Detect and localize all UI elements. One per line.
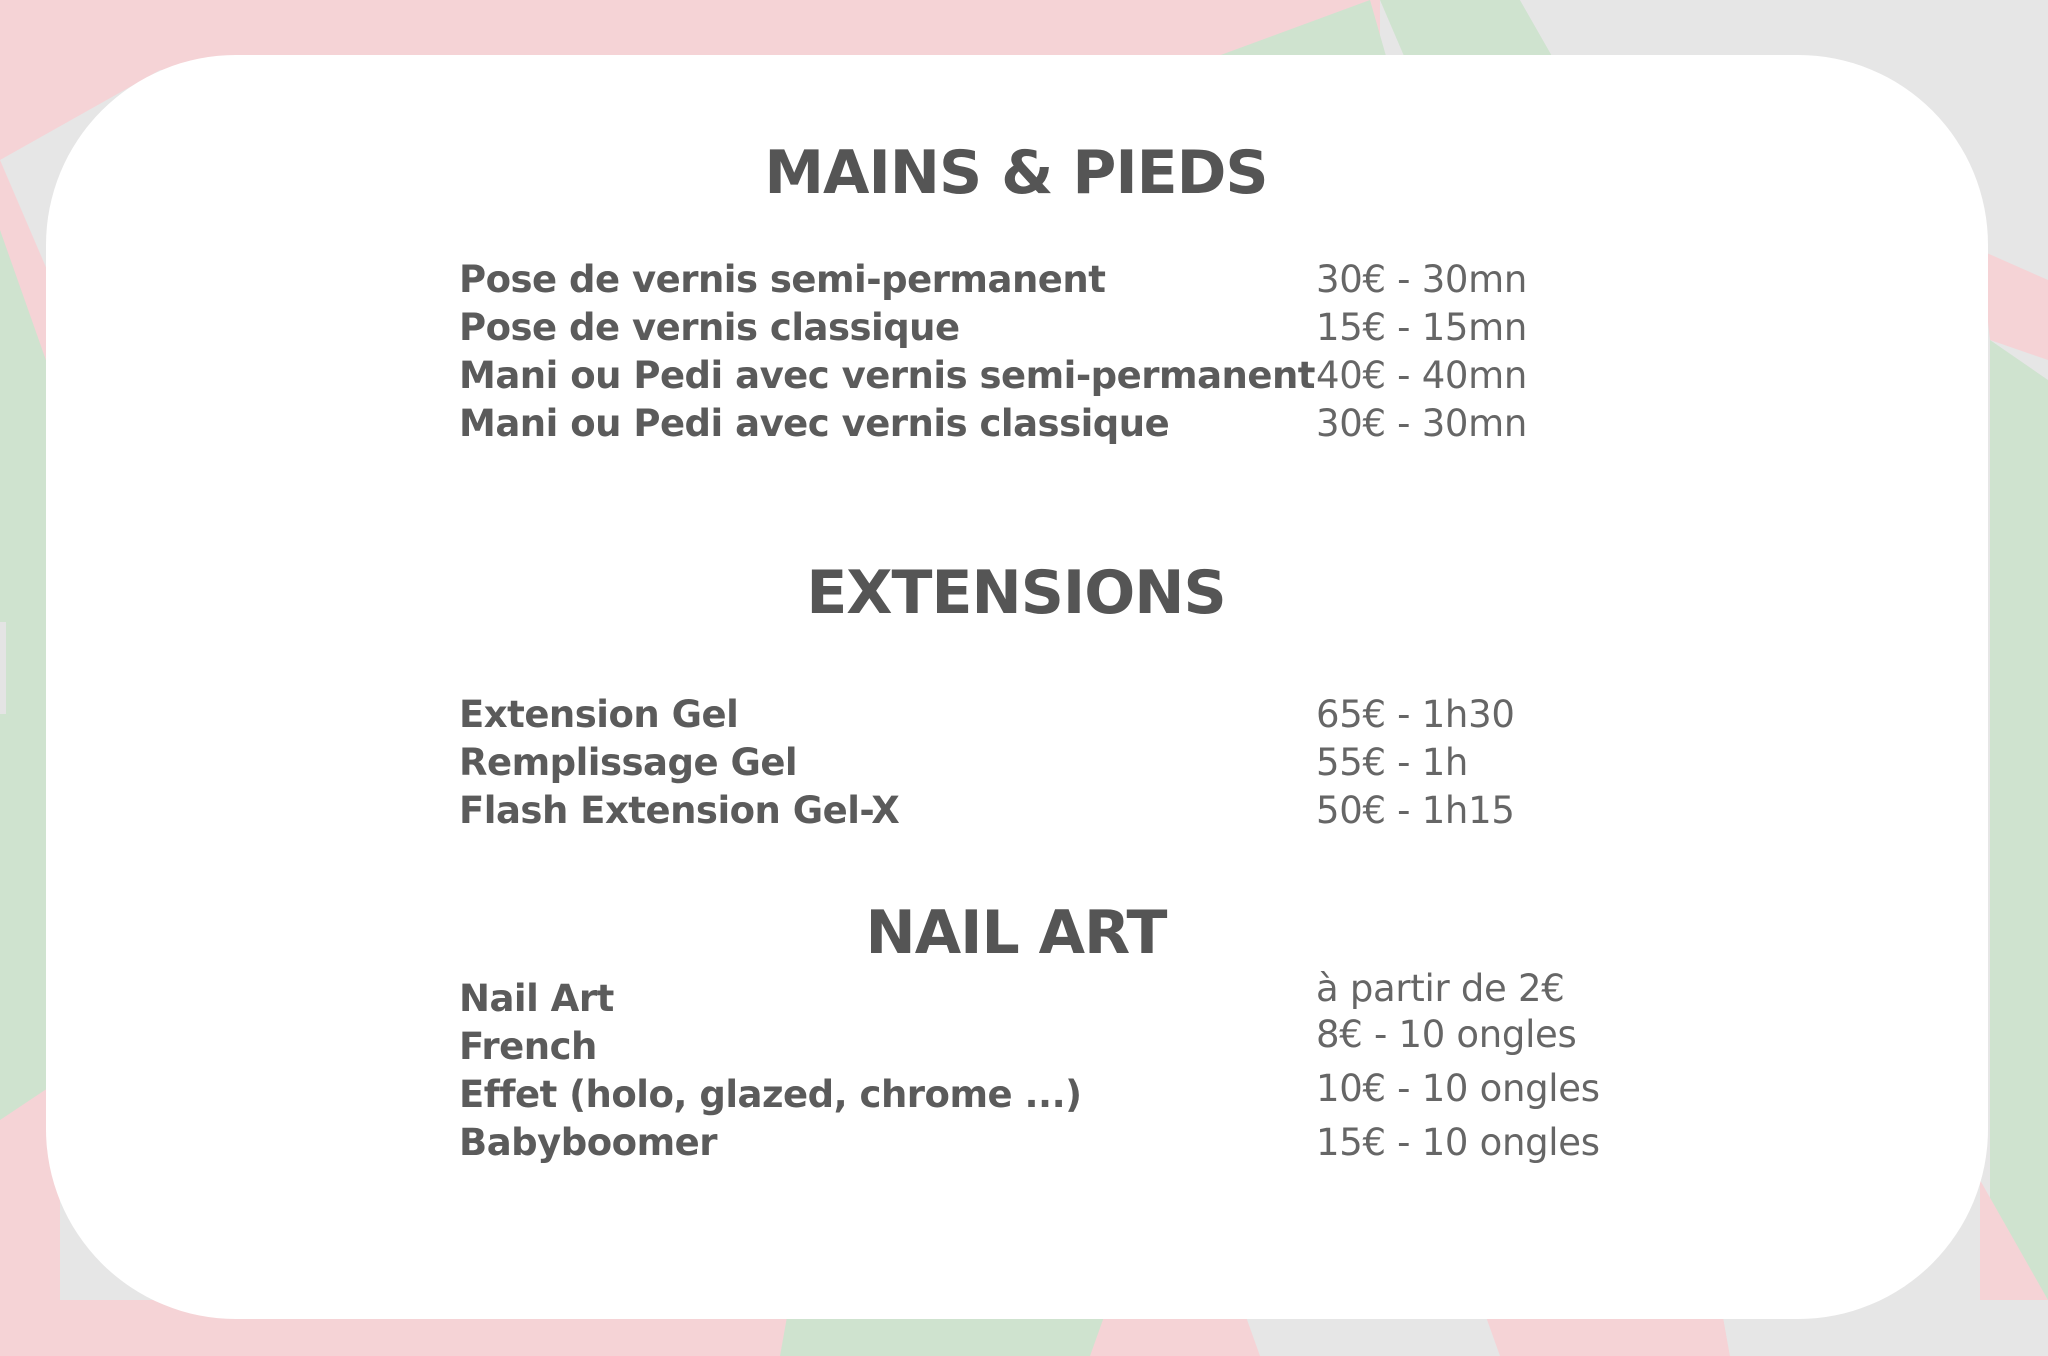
service-price: 50€ - 1h15 xyxy=(1316,789,1515,832)
service-price: 65€ - 1h30 xyxy=(1316,693,1515,736)
service-price: 30€ - 30mn xyxy=(1316,402,1528,445)
service-name: Effet (holo, glazed, chrome ...) xyxy=(459,1073,1082,1116)
section-title-extensions: EXTENSIONS xyxy=(806,558,1226,628)
menu-card xyxy=(46,55,1988,1319)
service-name: Flash Extension Gel-X xyxy=(459,789,900,832)
service-price: 30€ - 30mn xyxy=(1316,258,1528,301)
service-price: 15€ - 10 ongles xyxy=(1316,1121,1600,1164)
service-name: French xyxy=(459,1025,597,1068)
service-name: Pose de vernis semi-permanent xyxy=(459,258,1106,301)
service-name: Nail Art xyxy=(459,977,614,1020)
service-name: Extension Gel xyxy=(459,693,739,736)
service-name: Pose de vernis classique xyxy=(459,306,960,349)
service-price: 8€ - 10 ongles xyxy=(1316,1013,1577,1056)
section-title-mains-pieds: MAINS & PIEDS xyxy=(764,138,1268,208)
service-price: à partir de 2€ xyxy=(1316,967,1565,1010)
service-name: Babyboomer xyxy=(459,1121,717,1164)
service-name: Remplissage Gel xyxy=(459,741,798,784)
service-name: Mani ou Pedi avec vernis classique xyxy=(459,402,1170,445)
service-price: 40€ - 40mn xyxy=(1316,354,1528,397)
service-price: 10€ - 10 ongles xyxy=(1316,1067,1600,1110)
section-title-nail-art: NAIL ART xyxy=(865,898,1167,968)
side-tab xyxy=(0,622,6,714)
service-name: Mani ou Pedi avec vernis semi-permanent xyxy=(459,354,1315,397)
service-price: 55€ - 1h xyxy=(1316,741,1469,784)
service-price: 15€ - 15mn xyxy=(1316,306,1528,349)
